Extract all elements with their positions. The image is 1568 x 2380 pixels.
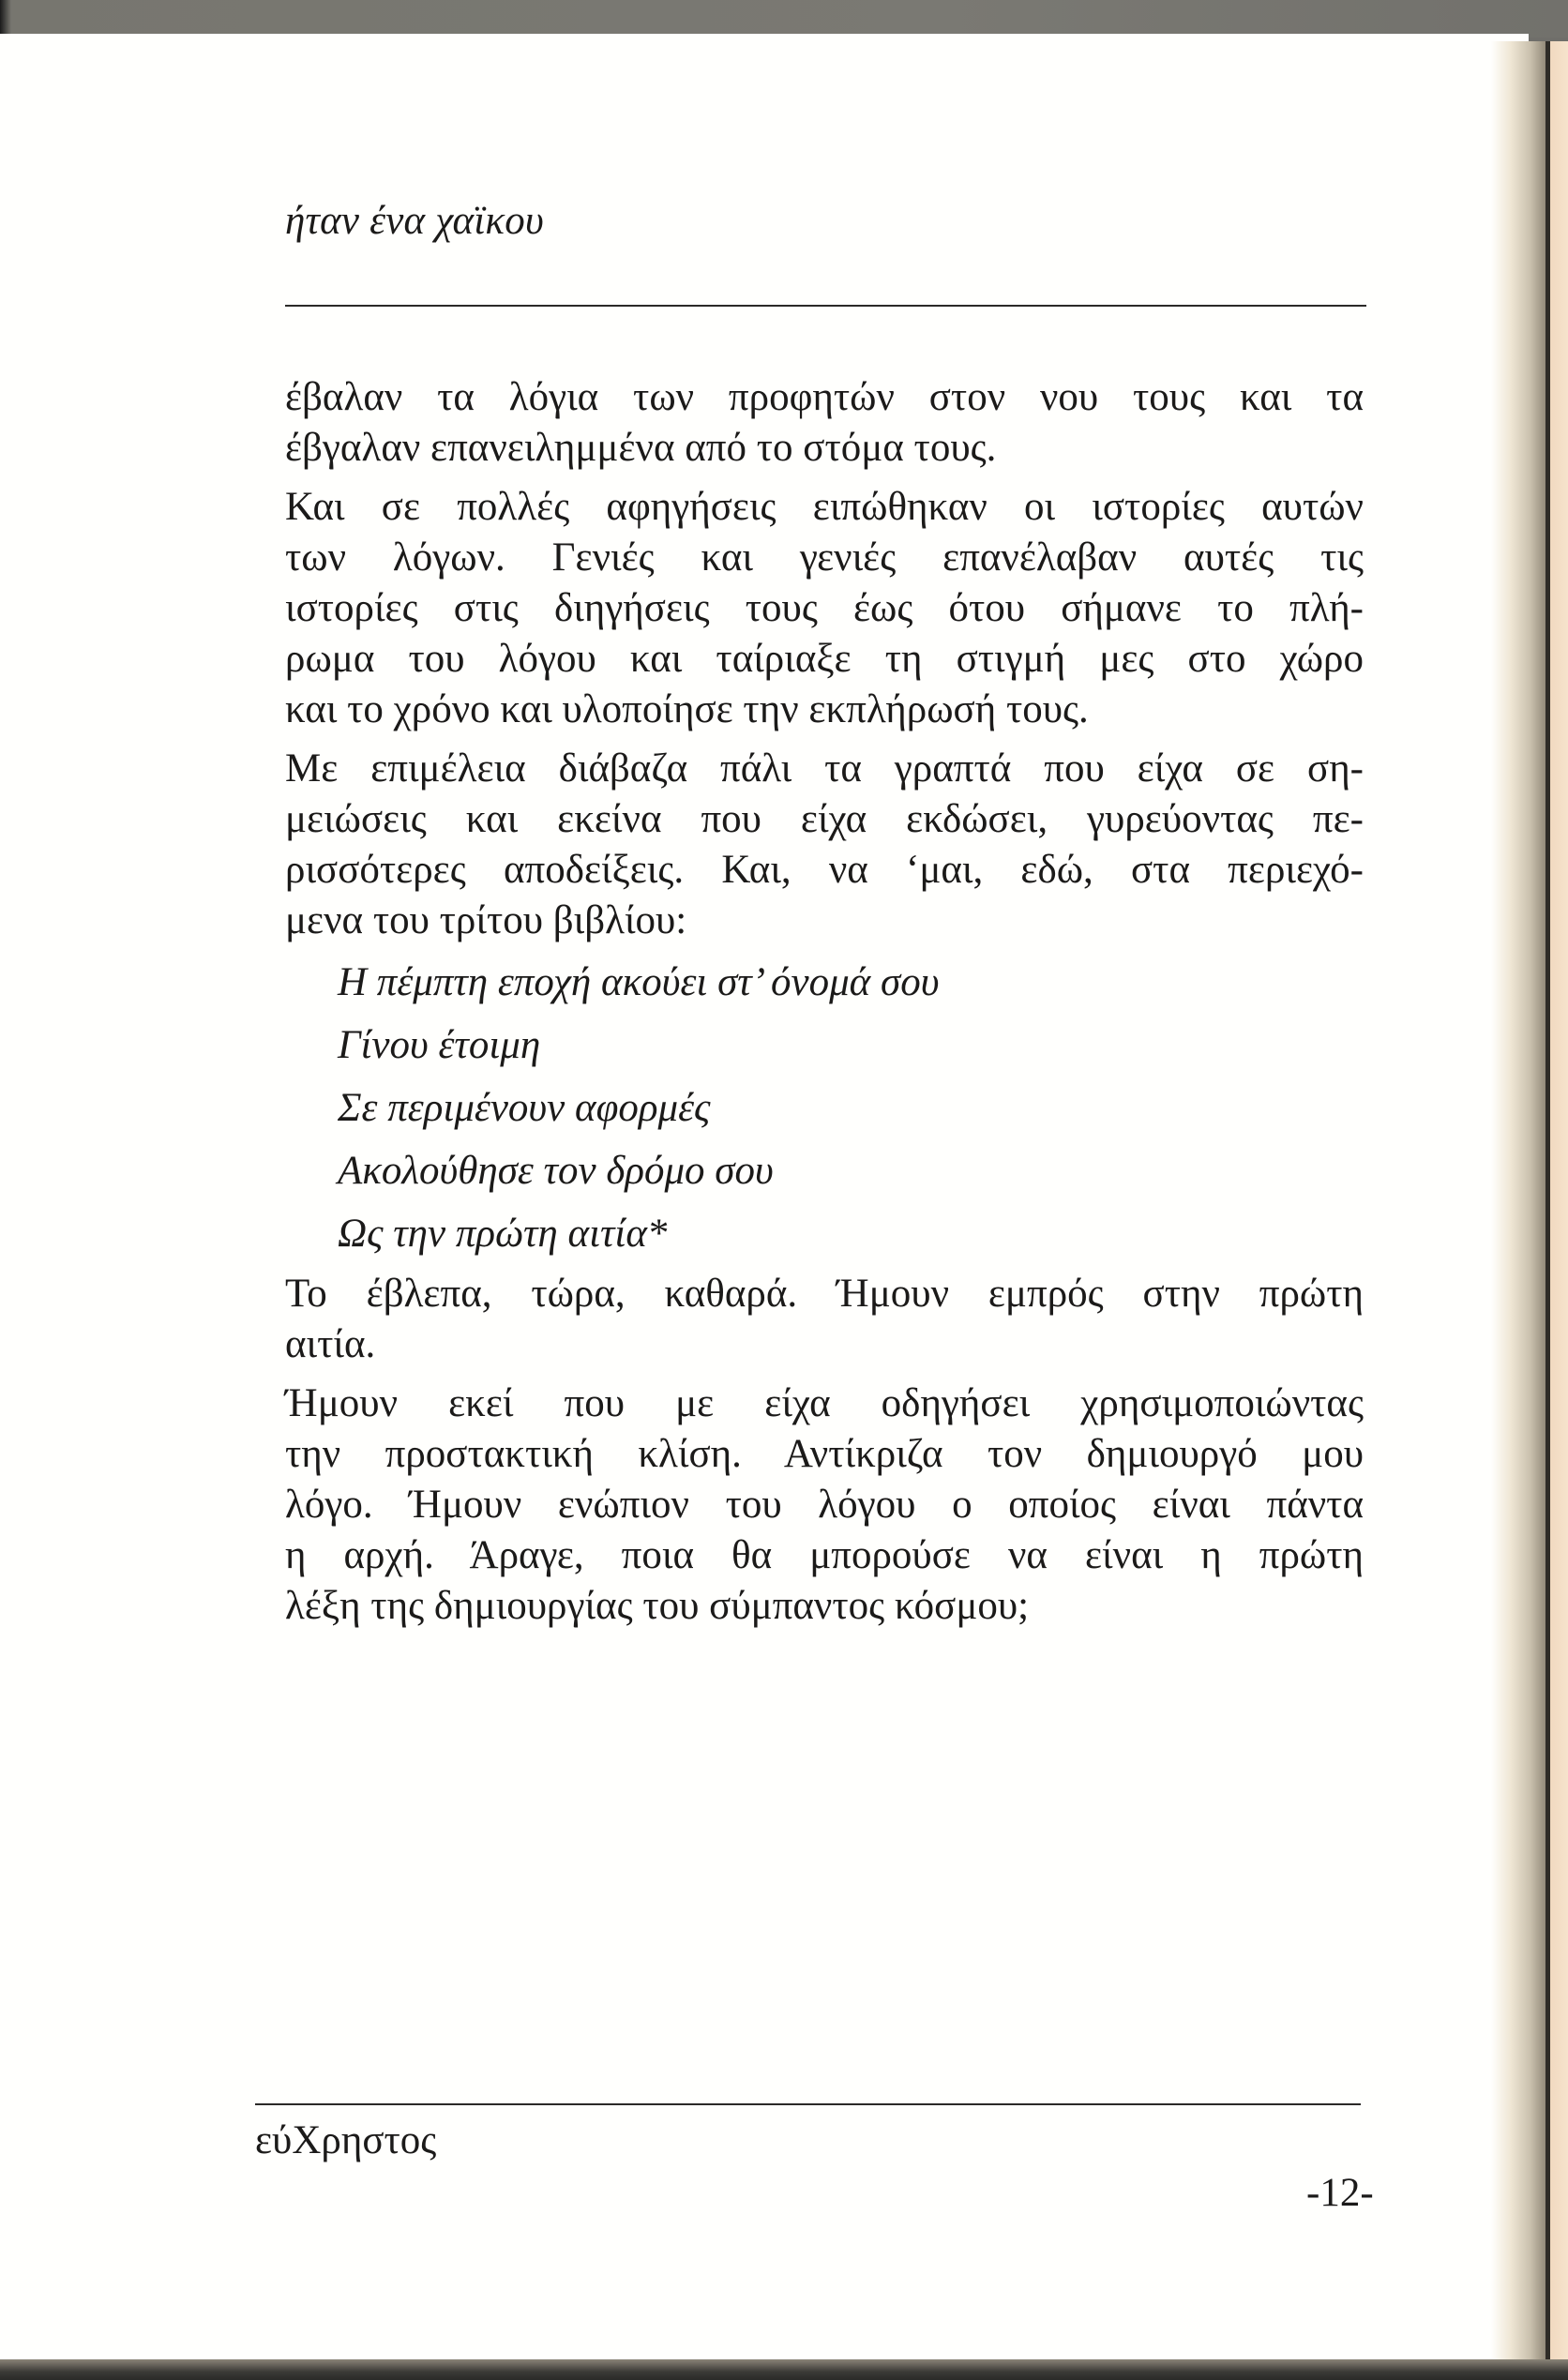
text-line: αιτία. xyxy=(285,1322,376,1366)
text-line: Ήμουν εκεί που με είχα οδηγήσει χρησιμοποιώντας xyxy=(285,1381,1364,1425)
scanner-background-bottom xyxy=(0,2359,1568,2380)
verse-line: Γίνου έτοιμη xyxy=(338,1023,541,1067)
text-line: λέξη της δημιουργίας του σύμπαντος κόσμου; xyxy=(285,1584,1030,1628)
scanner-background-top xyxy=(0,0,1568,38)
paragraph xyxy=(285,744,1364,946)
running-head-title: ήταν ένα χαϊκου xyxy=(285,199,544,243)
page-gutter-shadow xyxy=(1491,41,1547,2361)
footer-rule xyxy=(255,2103,1361,2105)
verse-line: Ως την πρώτη αιτία* xyxy=(338,1212,668,1256)
text-line: Με επιμέλεια διάβαζα πάλι τα γραπτά που είχα σε ση- xyxy=(285,746,1364,791)
verse-line: Ακολούθησε τον δρόμο σου xyxy=(338,1149,774,1193)
paragraph xyxy=(285,1378,1364,1632)
text-line: ρισσότερες αποδείξεις. Και, να ‘μαι, εδώ, στα περιεχό- xyxy=(285,848,1364,892)
body-text xyxy=(285,372,1364,1640)
text-line: Και σε πολλές αφηγήσεις ειπώθηκαν οι ιστορίες αυτών xyxy=(285,485,1364,529)
text-line: ιστορίες στις διηγήσεις τους έως ότου σήμανε το πλή- xyxy=(285,586,1364,630)
text-line: και το χρόνο και υλοποίησε την εκπλήρωσή τους. xyxy=(285,687,1089,731)
header-rule xyxy=(285,305,1366,307)
text-line: λόγο. Ήμουν ενώπιον του λόγου ο οποίος είναι πάντα xyxy=(285,1483,1364,1527)
paragraph xyxy=(285,372,1364,474)
text-line: έβαλαν τα λόγια των προφητών στον νου τους και τα xyxy=(285,375,1364,419)
paragraph xyxy=(285,1269,1364,1370)
text-line: των λόγων. Γενιές και γενιές επανέλαβαν αυτές τις xyxy=(285,535,1364,580)
text-line: μειώσεις και εκείνα που είχα εκδώσει, γυρεύοντας πε- xyxy=(285,797,1364,841)
paragraph xyxy=(285,482,1364,735)
adjacent-page-edge xyxy=(1550,41,1568,2361)
text-line: Το έβλεπα, τώρα, καθαρά. Ήμουν εμπρός στην πρώτη xyxy=(285,1272,1364,1316)
footer-author: εύΧρηστος xyxy=(255,2118,437,2162)
page-number: -12- xyxy=(1306,2171,1374,2215)
verse-line: Σε περιμένουν αφορμές xyxy=(338,1086,711,1130)
text-line: μενα του τρίτου βιβλίου: xyxy=(285,898,687,942)
text-line: ρωμα του λόγου και ταίριαξε τη στιγμή μες στο χώρο xyxy=(285,637,1364,681)
text-line: την προστακτική κλίση. Αντίκριζα τον δημιουργό μου xyxy=(285,1432,1364,1476)
text-line: η αρχή. Άραγε, ποια θα μπορούσε να είναι η πρώτη xyxy=(285,1533,1364,1577)
text-line: έβγαλαν επανειλημμένα από το στόμα τους. xyxy=(285,426,997,470)
verse-quotation xyxy=(338,951,1364,1265)
verse-line: Η πέμπτη εποχή ακούει στ’ όνομά σου xyxy=(338,960,940,1004)
